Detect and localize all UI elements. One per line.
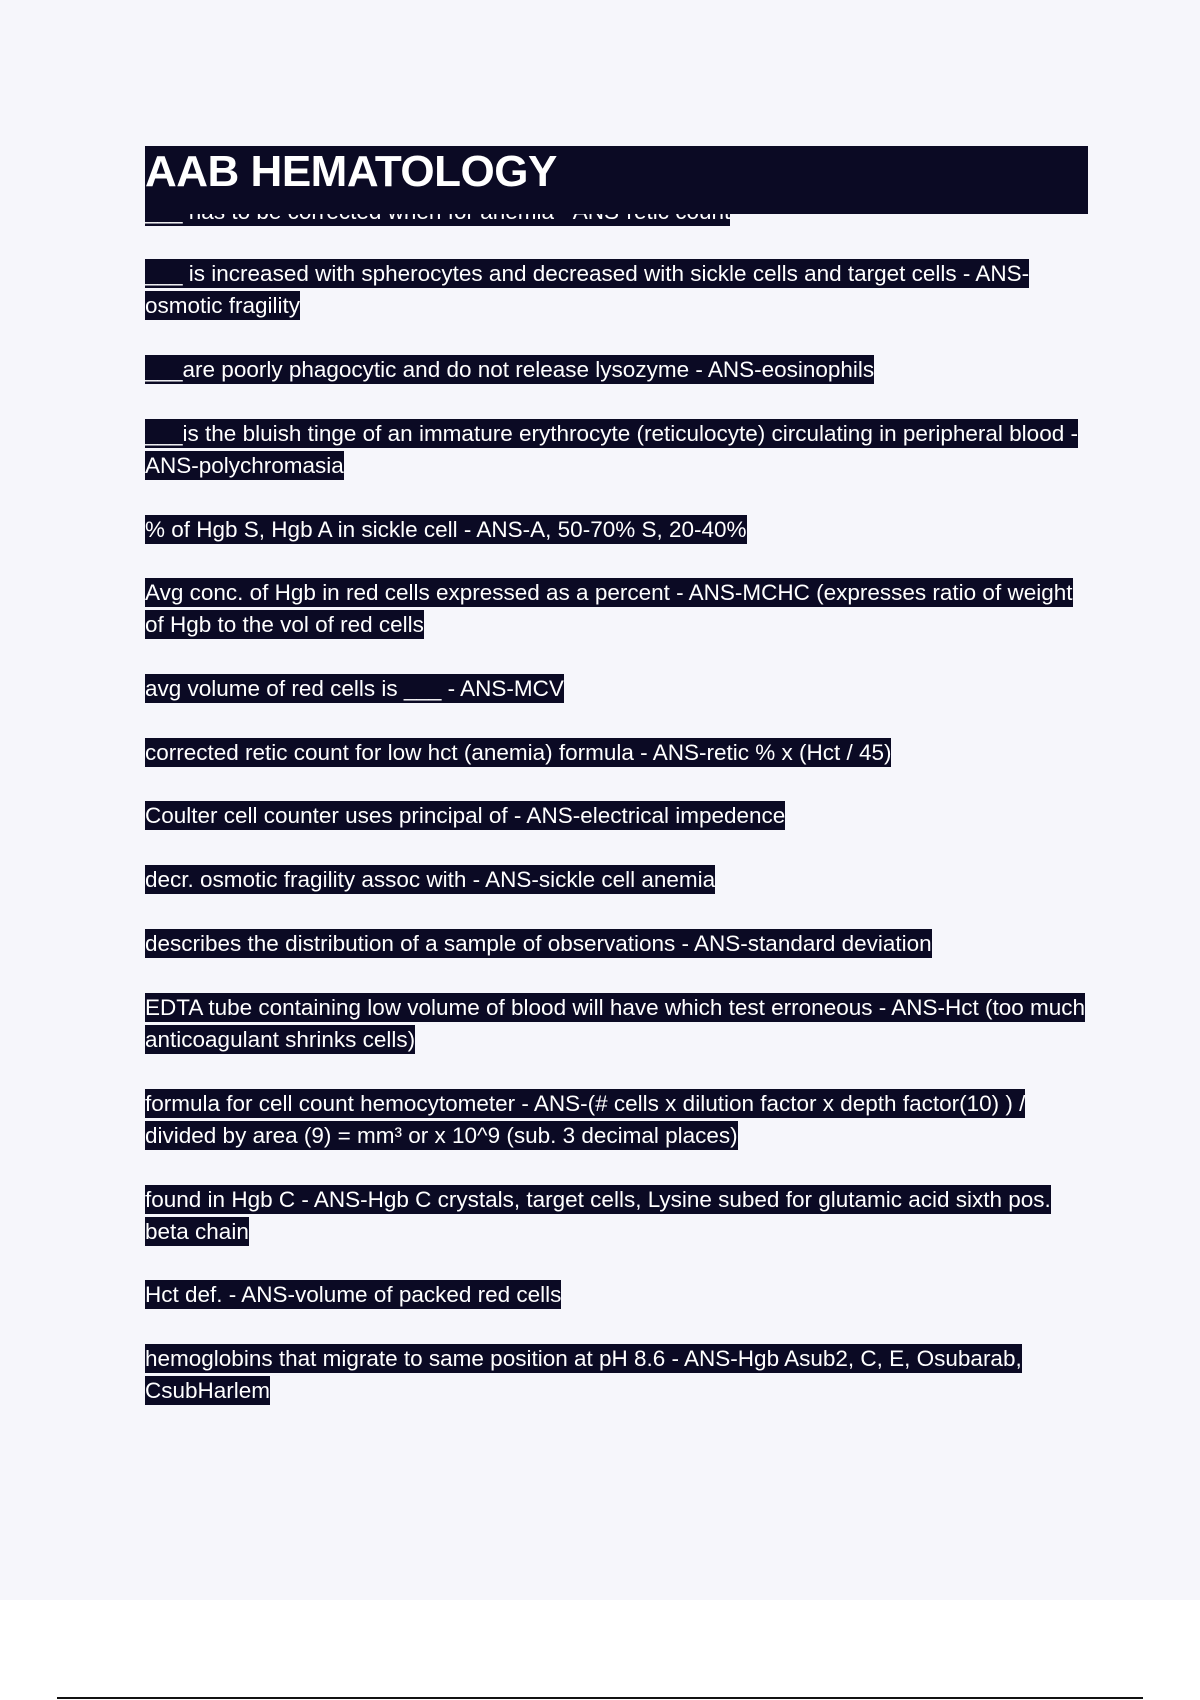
qa-item bbox=[145, 354, 1090, 386]
qa-text: EDTA tube containing low volume of blood will have which test erroneous - ANS-Hct (too much anticoagulant shrinks cells) bbox=[145, 995, 1086, 1052]
qa-item bbox=[145, 928, 1090, 960]
document-title: AAB HEMATOLOGY bbox=[145, 147, 557, 196]
qa-item bbox=[145, 1184, 1090, 1248]
qa-item bbox=[145, 800, 1090, 832]
qa-text: formula for cell count hemocytometer - ANS-(# cells x dilution factor x depth factor(10) ) / divided by area (9) = mm³ or x 10^9 (sub. 3 decimal places) bbox=[145, 1091, 1026, 1148]
qa-item bbox=[145, 737, 1090, 769]
qa-item bbox=[145, 258, 1090, 322]
qa-text: avg volume of red cells is ___ - ANS-MCV bbox=[145, 676, 564, 701]
qa-item bbox=[145, 1279, 1090, 1311]
qa-text: found in Hgb C - ANS-Hgb C crystals, target cells, Lysine subed for glutamic acid sixth pos. beta chain bbox=[145, 1187, 1051, 1244]
qa-item bbox=[145, 418, 1090, 482]
title-highlight bbox=[145, 146, 1088, 214]
qa-text: Coulter cell counter uses principal of - ANS-electrical impedence bbox=[145, 803, 786, 828]
qa-text: ___are poorly phagocytic and do not release lysozyme - ANS-eosinophils bbox=[145, 357, 875, 382]
qa-text: hemoglobins that migrate to same position at pH 8.6 - ANS-Hgb Asub2, C, E, Osubarab, CsubHarlem bbox=[145, 1346, 1022, 1403]
qa-list bbox=[145, 196, 1090, 1407]
qa-item bbox=[145, 673, 1090, 705]
qa-text: describes the distribution of a sample of observations - ANS-standard deviation bbox=[145, 931, 932, 956]
qa-text: Avg conc. of Hgb in red cells expressed as a percent - ANS-MCHC (expresses ratio of weight of Hgb to the vol of red cells bbox=[145, 580, 1073, 637]
bottom-rule bbox=[57, 1697, 1143, 1699]
qa-item bbox=[145, 577, 1090, 641]
qa-text: corrected retic count for low hct (anemia) formula - ANS-retic % x (Hct / 45) bbox=[145, 740, 892, 765]
qa-text: % of Hgb S, Hgb A in sickle cell - ANS-A, 50-70% S, 20-40% bbox=[145, 517, 747, 542]
qa-text: decr. osmotic fragility assoc with - ANS-sickle cell anemia bbox=[145, 867, 716, 892]
qa-item bbox=[145, 992, 1090, 1056]
qa-text: ___ is increased with spherocytes and decreased with sickle cells and target cells - ANS-osmotic fragility bbox=[145, 261, 1030, 318]
qa-item bbox=[145, 1088, 1090, 1152]
qa-item bbox=[145, 514, 1090, 546]
qa-item bbox=[145, 864, 1090, 896]
document-content bbox=[145, 146, 1090, 1407]
qa-item bbox=[145, 1343, 1090, 1407]
qa-text: Hct def. - ANS-volume of packed red cells bbox=[145, 1282, 562, 1307]
qa-text: ___is the bluish tinge of an immature erythrocyte (reticulocyte) circulating in peripheral blood - ANS-polychromasia bbox=[145, 421, 1078, 478]
